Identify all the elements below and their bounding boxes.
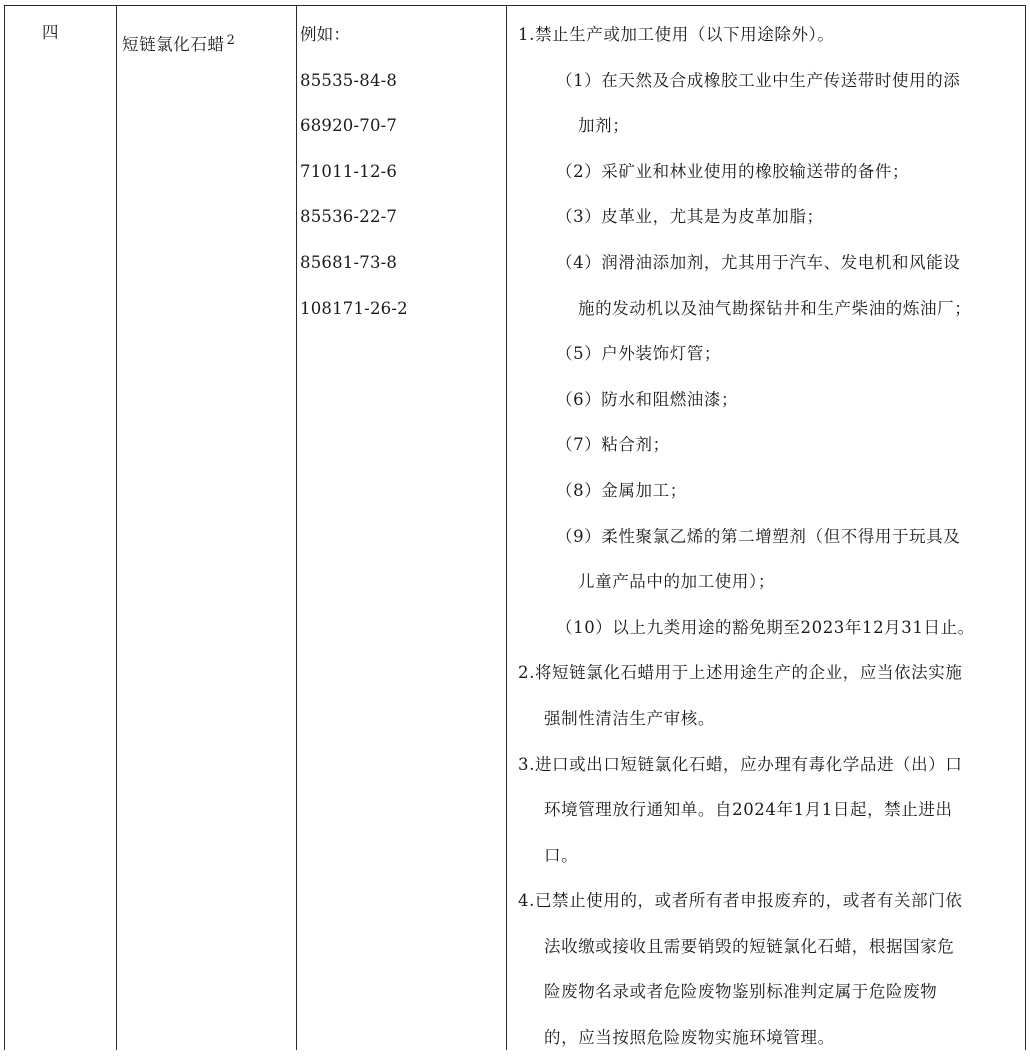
requirements-cell <box>506 6 1026 1050</box>
requirement-line: 环境管理放行通知单。自2024年1月1日起，禁止进出 <box>544 800 953 820</box>
requirement-line: 3.进口或出口短链氯化石蜡，应办理有毒化学品进（出）口 <box>518 754 963 774</box>
requirement-line: 法收缴或接收且需要销毁的短链氯化石蜡，根据国家危 <box>544 936 955 956</box>
cas-list <box>300 12 408 331</box>
requirement-line: 2.将短链氯化石蜡用于上述用途生产的企业，应当依法实施 <box>518 663 963 683</box>
row-index: 四 <box>42 23 60 42</box>
requirement-line: 强制性清洁生产审核。 <box>544 708 715 728</box>
requirement-line: 施的发动机以及油气勘探钻井和生产柴油的炼油厂； <box>578 298 972 318</box>
requirement-line: 口。 <box>544 845 579 865</box>
index-cell <box>4 6 116 1050</box>
cas-cell <box>296 6 506 1050</box>
requirement-line: 的，应当按照危险废物实施环境管理。 <box>544 1028 835 1048</box>
footnote-marker: 2 <box>226 33 236 48</box>
requirement-line: 1.禁止生产或加工使用（以下用途除外）。 <box>518 25 835 44</box>
cas-number: 108171-26-2 <box>300 298 408 318</box>
requirement-line: 4.已禁止使用的，或者所有者申报废弃的，或者有关部门依 <box>518 891 963 911</box>
cas-number: 68920-70-7 <box>300 116 398 136</box>
requirement-line: （10）以上九类用途的豁免期至2023年12月31日止。 <box>556 617 975 637</box>
requirement-line: （4）润滑油添加剂，尤其用于汽车、发电机和风能设 <box>556 252 961 272</box>
requirement-line: 险废物名录或者危险废物鉴别标准判定属于危险废物 <box>544 982 938 1002</box>
requirement-line: （8）金属加工； <box>556 480 687 500</box>
requirement-line: （5）户外装饰灯管； <box>556 344 721 364</box>
requirements-list <box>506 12 1026 1061</box>
requirement-line: （2）采矿业和林业使用的橡胶输送带的备件； <box>556 161 910 181</box>
requirement-line: （7）粘合剂； <box>556 435 670 455</box>
requirement-line: （3）皮革业，尤其是为皮革加脂； <box>556 207 824 227</box>
cas-number: 85535-84-8 <box>300 70 398 90</box>
cas-intro: 例如： <box>300 25 351 44</box>
requirement-line: 加剂； <box>578 116 630 136</box>
cas-number: 71011-12-6 <box>300 161 398 181</box>
requirement-line: （9）柔性聚氯乙烯的第二增塑剂（但不得用于玩具及 <box>556 526 961 546</box>
requirement-line: （6）防水和阻燃油漆； <box>556 389 739 409</box>
requirement-line: （1）在天然及合成橡胶工业中生产传送带时使用的添 <box>556 70 961 90</box>
substance-name-text: 短链氯化石蜡 <box>122 35 225 54</box>
substance-name <box>122 20 235 66</box>
cas-number: 85536-22-7 <box>300 207 398 227</box>
requirement-line: 儿童产品中的加工使用）； <box>578 572 775 592</box>
cas-number: 85681-73-8 <box>300 252 398 272</box>
substance-name-cell <box>116 6 296 1050</box>
